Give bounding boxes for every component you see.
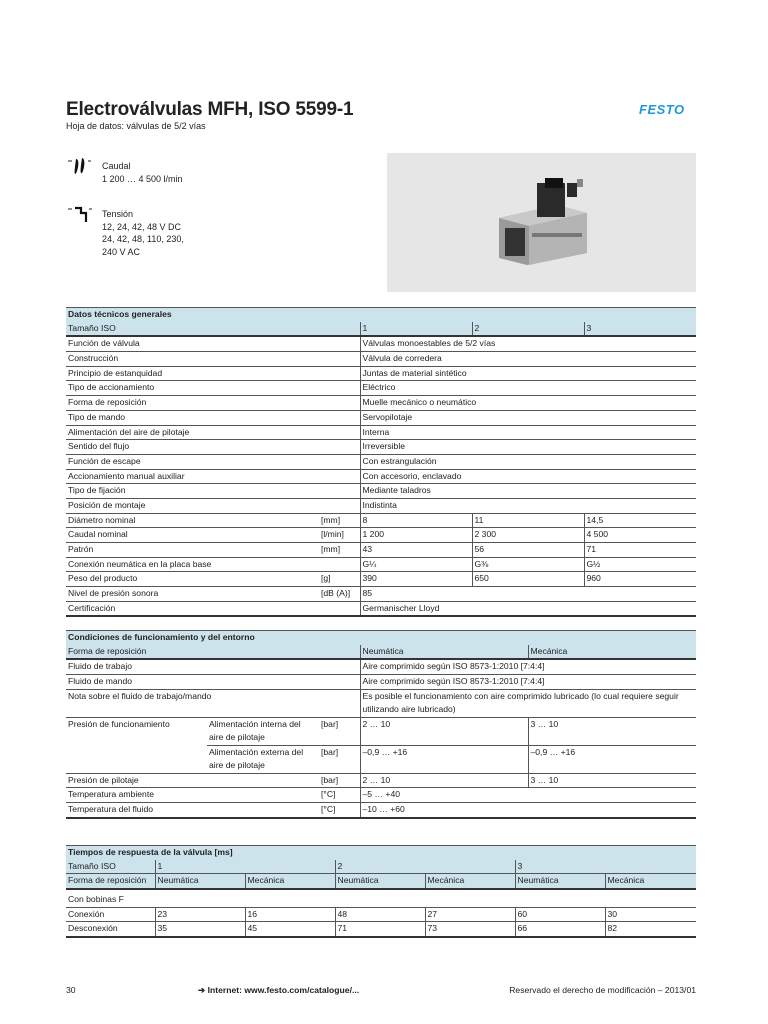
row-label: Sentido del flujo <box>66 440 360 455</box>
cell: 48 <box>335 907 425 922</box>
cell: 2 … 10 <box>360 717 528 745</box>
cell: Aire comprimido según ISO 8573-1:2010 [7:4:4] <box>360 675 696 690</box>
cell: 23 <box>155 907 245 922</box>
row-label: Tipo de accionamiento <box>66 381 360 396</box>
spec-label: Caudal <box>102 161 131 171</box>
cell: 2 … 10 <box>360 773 528 788</box>
cell: –5 … +40 <box>360 788 696 803</box>
spec-value: 12, 24, 42, 48 V DC <box>102 221 182 232</box>
row-value: Indistinta <box>360 498 696 513</box>
size-2: 2 <box>335 860 515 874</box>
sub-label: Alimentación interna del aire de pilotaje <box>207 717 319 745</box>
cell: 16 <box>245 907 335 922</box>
row-label: Función de escape <box>66 454 360 469</box>
sub-label: Alimentación externa del aire de pilotaje <box>207 745 319 773</box>
arrow-right-icon: ➔ <box>198 985 208 995</box>
cell: 56 <box>472 543 584 558</box>
cell: 14,5 <box>584 513 696 528</box>
row-label: Caudal nominal <box>66 528 319 543</box>
reset-label: Forma de reposición <box>66 874 155 889</box>
catalogue-link[interactable] <box>198 985 359 996</box>
row-unit: [bar] <box>319 717 360 745</box>
group-label: Con bobinas F <box>66 889 696 907</box>
voltage-icon <box>66 205 98 225</box>
row-value: Muelle mecánico o neumático <box>360 396 696 411</box>
row-label: Construcción <box>66 352 360 367</box>
row-label: Tipo de mando <box>66 410 360 425</box>
row-label: Presión de pilotaje <box>66 773 319 788</box>
row-value: Con accesorio, enclavado <box>360 469 696 484</box>
type-cell: Mecánica <box>425 874 515 889</box>
row-label: Nota sobre el fluido de trabajo/mando <box>66 689 360 717</box>
row-label: Accionamiento manual auxiliar <box>66 469 360 484</box>
row-label: Forma de reposición <box>66 396 360 411</box>
cell: 650 <box>472 572 584 587</box>
type-cell: Mecánica <box>245 874 335 889</box>
row-value: Válvulas monoestables de 5/2 vías <box>360 336 696 351</box>
spec-value: 24, 42, 48, 110, 230, <box>102 234 184 244</box>
response-times-table <box>66 845 696 938</box>
row-value: Interna <box>360 425 696 440</box>
size-label: Tamaño ISO <box>66 322 360 337</box>
catalogue-link-text: Internet: www.festo.com/catalogue/... <box>207 985 360 995</box>
row-unit: [dB (A)] <box>319 587 360 602</box>
row-value: Servopilotaje <box>360 410 696 425</box>
table-title: Condiciones de funcionamiento y del entorno <box>66 631 696 645</box>
row-label: Fluido de mando <box>66 675 360 690</box>
cell: 8 <box>360 513 472 528</box>
table-title: Tiempos de respuesta de la válvula [ms] <box>66 846 696 860</box>
cell: –0,9 … +16 <box>528 745 696 773</box>
row-value: Válvula de corredera <box>360 352 696 367</box>
cell: 60 <box>515 907 605 922</box>
cell: 1 200 <box>360 528 472 543</box>
type-cell: Neumática <box>515 874 605 889</box>
table-title: Datos técnicos generales <box>66 308 696 322</box>
cell: 11 <box>472 513 584 528</box>
row-label: Patrón <box>66 543 319 558</box>
type-cell: Neumática <box>335 874 425 889</box>
cell: 2 300 <box>472 528 584 543</box>
row-value: Juntas de material sintético <box>360 366 696 381</box>
general-data-table <box>66 307 696 617</box>
cell: 960 <box>584 572 696 587</box>
size-label: Tamaño ISO <box>66 860 155 874</box>
spec-label: Tensión <box>102 209 134 219</box>
cell: 30 <box>605 907 696 922</box>
flow-icon <box>66 157 98 177</box>
cell: 390 <box>360 572 472 587</box>
row-label: Certificación <box>66 601 319 616</box>
row-label: Temperatura del fluido <box>66 803 319 818</box>
row-unit <box>319 601 360 616</box>
cell: 66 <box>515 922 605 937</box>
row-label: Peso del producto <box>66 572 319 587</box>
conditions-table <box>66 630 696 819</box>
row-label: Tipo de fijación <box>66 484 360 499</box>
reset-mechanical: Mecánica <box>528 645 696 660</box>
row-label: Nivel de presión sonora <box>66 587 319 602</box>
row-value: Con estrangulación <box>360 454 696 469</box>
row-label: Diámetro nominal <box>66 513 319 528</box>
size-2: 2 <box>472 322 584 337</box>
row-value: Mediante taladros <box>360 484 696 499</box>
row-unit: [bar] <box>319 745 360 773</box>
cell: Germanischer Lloyd <box>360 601 696 616</box>
product-image <box>387 153 696 292</box>
cell: G⅜ <box>472 557 584 572</box>
cell: 43 <box>360 543 472 558</box>
size-3: 3 <box>515 860 696 874</box>
row-value: Eléctrico <box>360 381 696 396</box>
size-3: 3 <box>584 322 696 337</box>
type-cell: Mecánica <box>605 874 696 889</box>
row-unit <box>319 557 360 572</box>
row-label: Posición de montaje <box>66 498 360 513</box>
row-label: Conexión <box>66 907 155 922</box>
cell: 27 <box>425 907 515 922</box>
cell: Es posible el funcionamiento con aire comprimido lubricado (lo cual requiere seguir utilizando aire lubricado) <box>360 689 696 717</box>
row-unit: [l/min] <box>319 528 360 543</box>
row-unit: [mm] <box>319 543 360 558</box>
row-label: Desconexión <box>66 922 155 937</box>
row-label: Principio de estanquidad <box>66 366 360 381</box>
rights-notice: Reservado el derecho de modificación – 2013/01 <box>509 985 696 995</box>
cell: 71 <box>335 922 425 937</box>
size-1: 1 <box>360 322 472 337</box>
cell: 35 <box>155 922 245 937</box>
row-label: Función de válvula <box>66 336 360 351</box>
cell: 3 … 10 <box>528 773 696 788</box>
cell: G¼ <box>360 557 472 572</box>
page-subtitle: Hoja de datos: válvulas de 5/2 vías <box>66 121 206 131</box>
row-label: Alimentación del aire de pilotaje <box>66 425 360 440</box>
row-value: Irreversible <box>360 440 696 455</box>
row-unit: [bar] <box>319 773 360 788</box>
row-label: Presión de funcionamiento <box>66 717 207 773</box>
cell: 71 <box>584 543 696 558</box>
row-label: Temperatura ambiente <box>66 788 319 803</box>
size-1: 1 <box>155 860 335 874</box>
row-label: Conexión neumática en la placa base <box>66 557 319 572</box>
cell: –0,9 … +16 <box>360 745 528 773</box>
festo-logo: FESTO <box>639 102 685 117</box>
type-cell: Neumática <box>155 874 245 889</box>
reset-label: Forma de reposición <box>66 645 360 660</box>
page-title: Electroválvulas MFH, ISO 5599-1 <box>66 99 354 120</box>
row-unit: [°C] <box>319 788 360 803</box>
cell: 3 … 10 <box>528 717 696 745</box>
cell: 45 <box>245 922 335 937</box>
row-unit: [g] <box>319 572 360 587</box>
spec-value: 240 V AC <box>102 246 141 257</box>
row-unit: [°C] <box>319 803 360 818</box>
cell: G½ <box>584 557 696 572</box>
cell: 82 <box>605 922 696 937</box>
cell: Aire comprimido según ISO 8573-1:2010 [7:4:4] <box>360 659 696 674</box>
cell: 4 500 <box>584 528 696 543</box>
row-label: Fluido de trabajo <box>66 659 360 674</box>
cell: 73 <box>425 922 515 937</box>
page-number: 30 <box>66 985 76 995</box>
row-unit: [mm] <box>319 513 360 528</box>
spec-value: 1 200 … 4 500 l/min <box>102 173 183 184</box>
cell: 85 <box>360 587 696 602</box>
cell: –10 … +60 <box>360 803 696 818</box>
reset-pneumatic: Neumática <box>360 645 528 660</box>
valve-illustration <box>387 153 696 292</box>
